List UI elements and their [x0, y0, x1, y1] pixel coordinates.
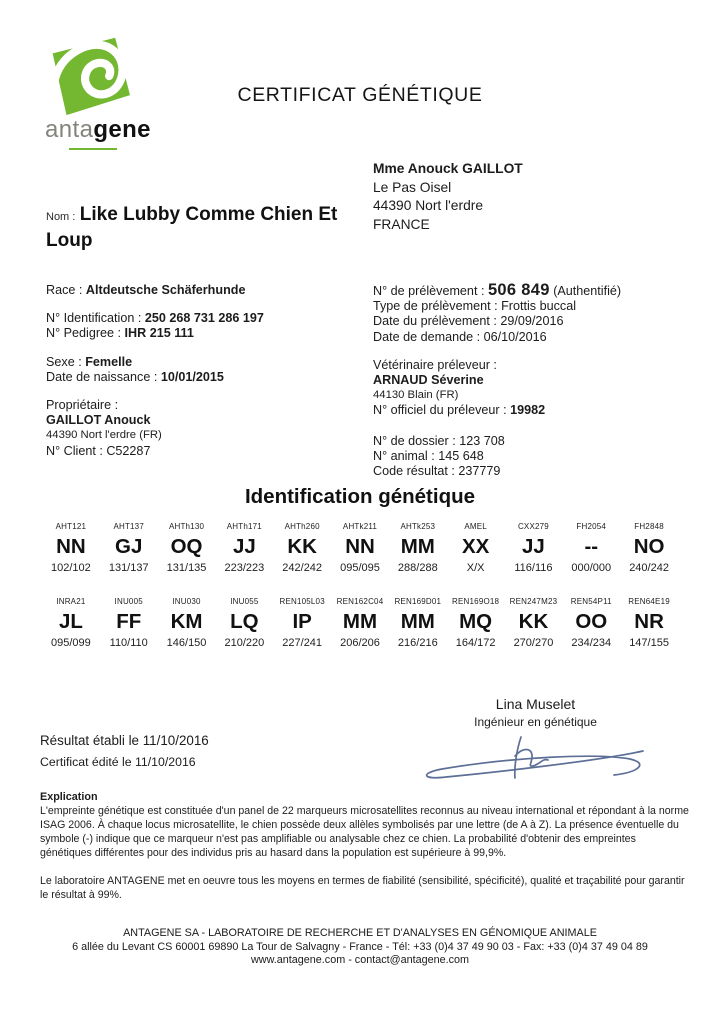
marker-sizes: 234/234 — [571, 637, 612, 649]
demande-date-field: Date de demande : 06/10/2016 — [373, 329, 547, 344]
marker-cell — [42, 597, 100, 649]
marker-name: AHT121 — [55, 522, 87, 531]
marker-sizes: 095/099 — [51, 637, 91, 649]
marker-alleles: MM — [400, 610, 435, 633]
marker-name: REN162C04 — [336, 597, 384, 606]
identification-field: N° Identification : 250 268 731 286 197 — [46, 311, 264, 326]
marker-cell — [331, 597, 389, 649]
marker-cell — [505, 597, 563, 649]
marker-table-row-2 — [42, 597, 678, 649]
marker-name: AMEL — [464, 522, 487, 531]
recipient-address-line: FRANCE — [373, 216, 430, 232]
marker-cell — [331, 522, 389, 574]
marker-alleles: MM — [400, 535, 435, 558]
logo-text-bold: gene — [93, 116, 151, 143]
marker-sizes: 116/116 — [514, 562, 553, 574]
marker-sizes: 270/270 — [513, 637, 554, 649]
owner-name: GAILLOT Anouck — [46, 413, 151, 428]
marker-cell — [42, 522, 100, 574]
animal-number-field: N° animal : 145 648 — [373, 448, 484, 463]
recipient-address-line: 44390 Nort l'erdre — [373, 198, 484, 213]
marker-name: AHTh130 — [168, 522, 205, 531]
footer-contact-line: www.antagene.com - contact@antagene.com — [250, 954, 470, 967]
marker-cell — [273, 597, 331, 649]
recipient-address-line: Le Pas Oisel — [373, 179, 452, 195]
animal-info-column — [46, 283, 366, 459]
marker-name: REN54P11 — [570, 597, 612, 606]
marker-sizes: 240/242 — [629, 562, 669, 574]
naissance-field: Date de naissance : 10/01/2015 — [46, 369, 224, 384]
marker-sizes: 227/241 — [282, 637, 323, 649]
race-field: Race : Altdeutsche Schäferhunde — [46, 283, 246, 297]
marker-name: AHTh260 — [284, 522, 320, 531]
marker-cell — [620, 522, 678, 574]
marker-name: FH2054 — [576, 522, 607, 531]
sexe-field: Sexe : Femelle — [46, 354, 133, 369]
marker-sizes: 147/155 — [629, 637, 669, 649]
marker-name: REN105L03 — [279, 597, 325, 606]
explanation-paragraph-2: Le laboratoire ANTAGENE met en oeuvre tous les moyens en termes de fiabilité (sensibilité, spécificité), qualité et traçabilité pour garantir le résultat à 99%. — [40, 875, 685, 901]
prelevement-date-field: Date du prélèvement : 29/09/2016 — [373, 314, 564, 329]
marker-table-row-1 — [42, 522, 678, 574]
marker-alleles: IP — [292, 610, 312, 633]
signatory-name: Lina Muselet — [495, 696, 576, 712]
owner-heading: Propriétaire : — [46, 398, 119, 413]
marker-sizes: 110/110 — [109, 637, 148, 649]
result-date-line: Résultat établi le 11/10/2016 — [40, 733, 209, 748]
explanation-paragraph-1: L'empreinte génétique est constituée d'un panel de 22 marqueurs microsatellites reconnus au niveau international et répondant à la norme ISAG 2006. À chaque locus microsatellite, le chien possède deux allèles symbolisés par une lettre (de A à Z). La présence éventuelle du symbole (-) indique que ce marqueur n'est pas amplifiable ou analysable chez ce chien. La probabilité d'obtenir des empreintes génétiques différentes pour des individus pris au hasard dans la population est supérieure à 99,9%. — [40, 805, 689, 859]
marker-sizes: 223/223 — [224, 562, 265, 574]
marker-sizes: 164/172 — [455, 637, 496, 649]
marker-sizes: 206/206 — [340, 637, 380, 649]
dog-name-block — [46, 203, 358, 253]
marker-cell — [158, 522, 216, 574]
marker-alleles: NN — [56, 535, 86, 558]
marker-sizes: 288/288 — [397, 562, 438, 574]
marker-alleles: OO — [575, 610, 608, 633]
marker-name: REN247M23 — [509, 597, 558, 606]
recipient-address-block — [373, 160, 523, 234]
marker-sizes: 242/242 — [282, 562, 323, 574]
official-number-field: N° officiel du préleveur : 19982 — [373, 403, 546, 418]
marker-name: CXX279 — [517, 522, 549, 531]
marker-sizes: 102/102 — [51, 562, 91, 574]
marker-name: AHTk253 — [400, 522, 436, 531]
marker-cell — [100, 522, 158, 574]
marker-alleles: MQ — [459, 610, 493, 633]
marker-cell — [100, 597, 158, 649]
marker-cell — [158, 597, 216, 649]
marker-name: INU055 — [230, 597, 259, 606]
marker-name: REN169O18 — [452, 597, 500, 606]
explanation-section — [40, 790, 690, 902]
marker-cell — [389, 597, 447, 649]
marker-alleles: NR — [634, 610, 664, 633]
marker-sizes: 210/220 — [224, 637, 265, 649]
marker-cell — [447, 522, 505, 574]
marker-sizes: 131/137 — [108, 562, 149, 574]
marker-cell — [562, 597, 620, 649]
marker-sizes: 000/000 — [571, 562, 612, 574]
dossier-number-field: N° de dossier : 123 708 — [373, 433, 505, 448]
owner-address: 44390 Nort l'erdre (FR) — [46, 429, 162, 442]
marker-sizes: 216/216 — [397, 637, 438, 649]
sample-info-column — [373, 283, 703, 479]
marker-alleles: NN — [345, 535, 375, 558]
footer-company-line: ANTAGENE SA - LABORATOIRE DE RECHERCHE ET D'ANALYSES EN GÉNOMIQUE ANIMALE — [123, 927, 597, 939]
veterinarian-name: ARNAUD Séverine — [373, 373, 484, 388]
footer — [0, 927, 720, 968]
marker-name: REN169D01 — [394, 597, 442, 606]
marker-cell — [389, 522, 447, 574]
marker-alleles: LQ — [230, 610, 259, 633]
marker-alleles: KK — [287, 535, 317, 558]
marker-cell — [215, 522, 273, 574]
logo-underline — [69, 148, 117, 150]
marker-cell — [505, 522, 563, 574]
recipient-name: Mme Anouck GAILLOT — [373, 161, 523, 176]
certificate-date-line: Certificat édité le 11/10/2016 — [40, 755, 196, 769]
marker-cell — [620, 597, 678, 649]
marker-alleles: KK — [518, 610, 549, 633]
marker-name: FH2848 — [634, 522, 664, 531]
marker-alleles: XX — [461, 535, 490, 558]
marker-alleles: -- — [584, 535, 599, 558]
marker-sizes: X/X — [466, 562, 485, 574]
marker-cell — [562, 522, 620, 574]
client-number-field: N° Client : C52287 — [46, 443, 151, 458]
marker-alleles: NO — [633, 535, 665, 558]
prelevement-type-field: Type de prélèvement : Frottis buccal — [373, 299, 576, 314]
marker-alleles: JJ — [232, 535, 256, 558]
footer-address-line: 6 allée du Levant CS 60001 69890 La Tour de Salvagny - France - Tél: +33 (0)4 37 49 90 03 - Fax: +33 (0)4 37 49 04 89 — [72, 940, 648, 953]
signature-block — [418, 696, 653, 787]
marker-cell — [273, 522, 331, 574]
handwritten-signature — [418, 735, 653, 787]
result-code-field: Code résultat : 237779 — [373, 464, 501, 479]
veterinarian-address: 44130 Blain (FR) — [373, 389, 459, 402]
marker-alleles: FF — [116, 610, 142, 633]
marker-alleles: JJ — [522, 535, 545, 558]
marker-cell — [215, 597, 273, 649]
marker-name: AHT137 — [113, 522, 144, 531]
marker-alleles: KM — [170, 610, 203, 633]
veterinarian-heading: Vétérinaire préleveur : — [373, 357, 497, 372]
marker-name: AHTk211 — [342, 522, 378, 531]
marker-alleles: OQ — [170, 535, 203, 558]
marker-name: INRA21 — [56, 597, 86, 606]
logo-text-light: anta — [45, 116, 94, 143]
explanation-heading: Explication — [40, 791, 98, 803]
marker-sizes: 131/135 — [166, 562, 207, 574]
signatory-role: Ingénieur en génétique — [474, 715, 597, 729]
marker-name: AHTh171 — [226, 522, 262, 531]
marker-name: INU030 — [172, 597, 201, 606]
marker-sizes: 146/150 — [166, 637, 207, 649]
marker-name: INU005 — [114, 597, 143, 606]
marker-cell — [447, 597, 505, 649]
dog-name-label: Nom : — [46, 211, 76, 223]
marker-alleles: JL — [58, 610, 83, 633]
logo-wordmark — [45, 118, 155, 142]
marker-sizes: 095/095 — [340, 562, 380, 574]
prelevement-number-field: N° de prélèvement : 506 849 (Authentifié) — [373, 281, 622, 299]
marker-alleles: GJ — [115, 535, 143, 558]
genetics-section-title: Identification génétique — [244, 485, 476, 508]
dog-name-value: Like Lubby Comme Chien Et Loup — [46, 204, 338, 251]
pedigree-field: N° Pedigree : IHR 215 111 — [46, 326, 194, 341]
marker-alleles: MM — [342, 610, 378, 633]
marker-name: REN64E19 — [628, 597, 670, 606]
document-title: CERTIFICAT GÉNÉTIQUE — [237, 84, 483, 106]
